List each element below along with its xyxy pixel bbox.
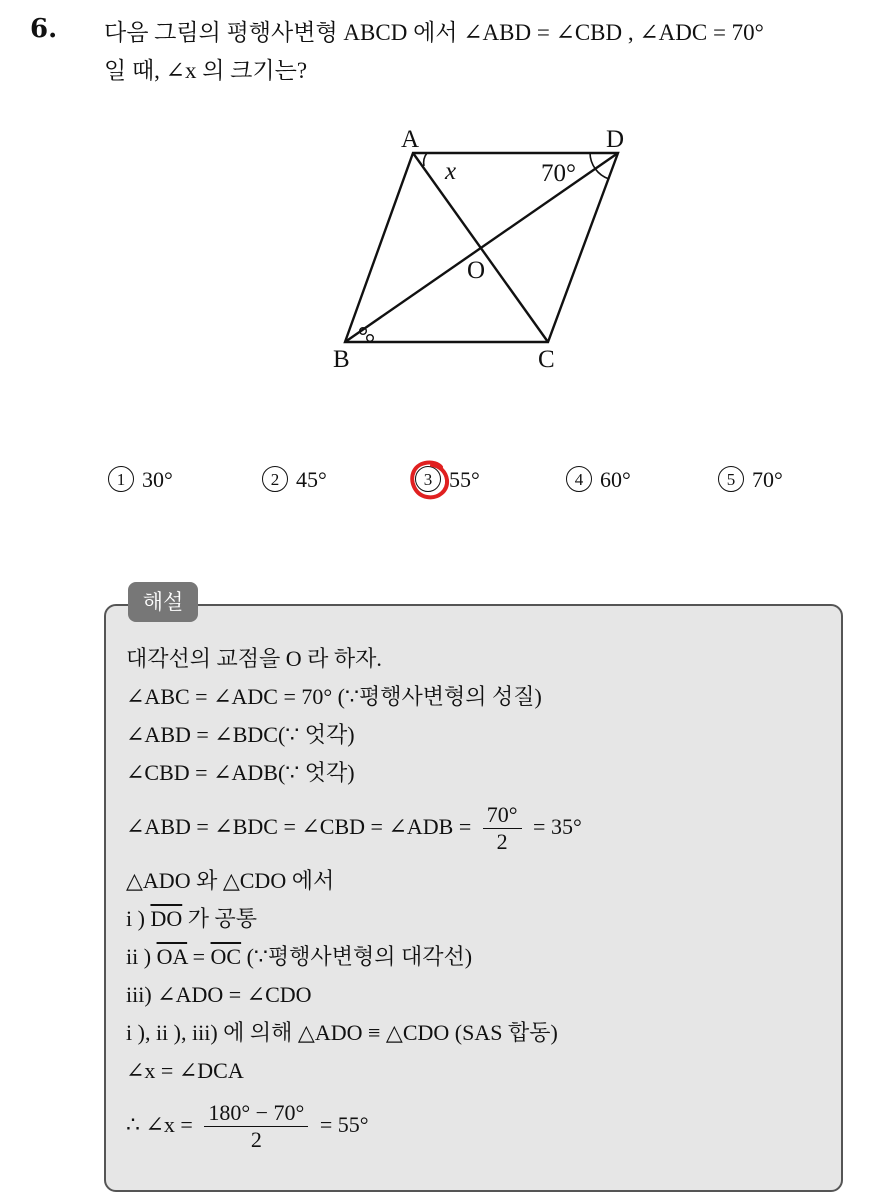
solution-line-8-eq: = bbox=[192, 944, 206, 969]
fraction-180-minus-70-over-2 bbox=[204, 1100, 308, 1153]
answer-choices bbox=[108, 466, 828, 506]
solution-line-2: ∠ABC = ∠ADC = 70° (∵평행사변형의 성질) bbox=[126, 684, 542, 709]
question-text bbox=[104, 14, 874, 90]
choice-1[interactable] bbox=[108, 466, 173, 493]
choice-5-number: 5 bbox=[718, 466, 744, 492]
choice-4-value: 60° bbox=[600, 467, 631, 492]
question-line-2: 일 때, ∠x 의 크기는? bbox=[104, 58, 308, 83]
segment-oc: $\overline{OC}$ bbox=[210, 944, 242, 969]
solution-line-12 bbox=[126, 1090, 826, 1160]
choice-5-value: 70° bbox=[752, 467, 783, 492]
fraction-numerator: 70° bbox=[483, 802, 522, 829]
choice-2-value: 45° bbox=[296, 467, 327, 492]
solution-line-4: ∠CBD = ∠ADB(∵ 엇각) bbox=[126, 760, 355, 785]
choice-4-number: 4 bbox=[566, 466, 592, 492]
choice-2[interactable] bbox=[262, 466, 327, 493]
label-o: O bbox=[467, 257, 486, 284]
solution-line-12-rhs: = 55° bbox=[319, 1112, 369, 1137]
angle-x-arc bbox=[424, 153, 427, 166]
fraction-70-over-2 bbox=[483, 802, 522, 855]
solution-line-6: △ADO 와 △CDO 에서 bbox=[126, 868, 335, 893]
solution-line-8 bbox=[126, 938, 826, 976]
segment-do: $\overline{DO}$ bbox=[150, 906, 183, 931]
choice-1-value: 30° bbox=[142, 467, 173, 492]
solution-line-5 bbox=[126, 792, 826, 862]
solution-line-7-text: 가 공통 bbox=[187, 906, 257, 931]
solution-line-8-num: ii ) bbox=[126, 944, 152, 969]
solution-tag: 해설 bbox=[128, 582, 198, 622]
label-angle-70: 70° bbox=[541, 160, 576, 187]
choice-3-value: 55° bbox=[449, 467, 480, 492]
choice-3-number: 3 bbox=[415, 466, 441, 492]
parallelogram-figure bbox=[300, 115, 660, 385]
diagonal-bd bbox=[345, 153, 618, 342]
solution-line-11: ∠x = ∠DCA bbox=[126, 1058, 244, 1083]
fraction-denominator: 2 bbox=[496, 829, 508, 855]
segment-oa: $\overline{OA}$ bbox=[156, 944, 188, 969]
solution-body bbox=[126, 640, 826, 1160]
solution-line-5-rhs: = 35° bbox=[533, 814, 582, 839]
parallelogram-diagram bbox=[300, 115, 660, 385]
solution-line-1: 대각선의 교점을 O 라 하자. bbox=[126, 646, 382, 671]
fraction-denominator-2: 2 bbox=[250, 1127, 262, 1153]
choice-3[interactable] bbox=[415, 466, 480, 493]
solution-line-9: iii) ∠ADO = ∠CDO bbox=[126, 982, 312, 1007]
label-d: D bbox=[606, 126, 625, 153]
question-line-1: 다음 그림의 평행사변형 ABCD 에서 ∠ABD = ∠CBD , ∠ADC = 70° bbox=[104, 20, 764, 45]
choice-4[interactable] bbox=[566, 466, 631, 493]
choice-1-number: 1 bbox=[108, 466, 134, 492]
choice-2-number: 2 bbox=[262, 466, 288, 492]
solution-line-10: i ), ii ), iii) 에 의해 △ADO ≡ △CDO (SAS 합동) bbox=[126, 1020, 558, 1045]
solution-line-7 bbox=[126, 900, 826, 938]
angle-mark-b-2 bbox=[367, 335, 374, 342]
question-number: 6. bbox=[30, 14, 58, 44]
label-c: C bbox=[538, 346, 555, 373]
solution-line-3: ∠ABD = ∠BDC(∵ 엇각) bbox=[126, 722, 355, 747]
solution-line-7-num: i ) bbox=[126, 906, 145, 931]
solution-line-5-lhs: ∠ABD = ∠BDC = ∠CBD = ∠ADB = bbox=[126, 814, 472, 839]
label-b: B bbox=[333, 346, 350, 373]
fraction-numerator-2: 180° − 70° bbox=[204, 1100, 308, 1127]
solution-line-12-lhs: ∴ ∠x = bbox=[126, 1112, 193, 1137]
choice-5[interactable] bbox=[718, 466, 783, 493]
label-x: x bbox=[445, 158, 457, 185]
label-a: A bbox=[401, 126, 420, 153]
solution-line-8-text: (∵평행사변형의 대각선) bbox=[246, 944, 473, 969]
